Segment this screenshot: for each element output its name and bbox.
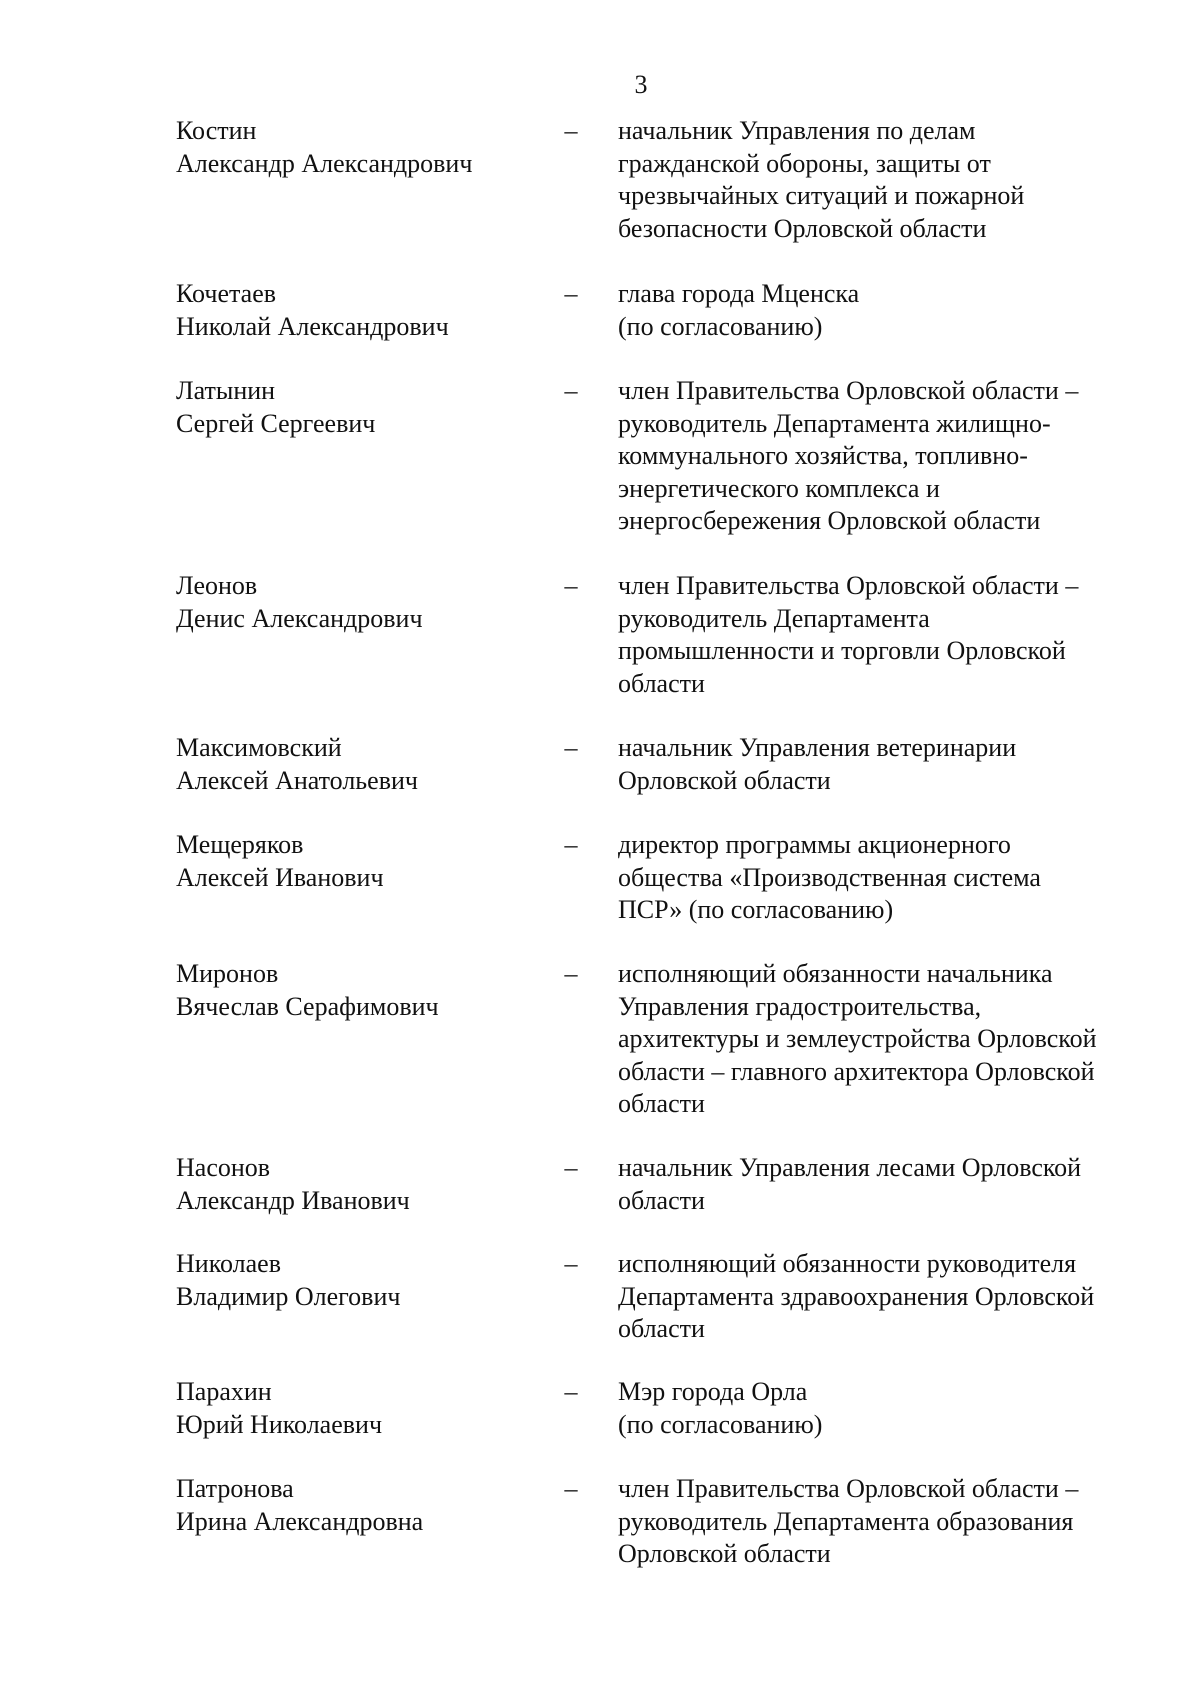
member-position [618, 115, 1178, 245]
member-name [176, 958, 556, 1023]
member-surname: Насонов [176, 1153, 271, 1182]
dash-separator: – [564, 1377, 578, 1406]
position-line: области [618, 1314, 705, 1343]
member-surname: Парахин [176, 1377, 272, 1406]
dash-separator: – [564, 1153, 578, 1182]
position-line: общества «Производственная система [618, 862, 1041, 892]
member-position [618, 829, 1178, 927]
member-given-names: Вячеслав Серафимович [176, 991, 439, 1021]
position-line: исполняющий обязанности руководителя [618, 1249, 1077, 1278]
position-line: Орловской области [618, 765, 831, 795]
member-name [176, 1473, 556, 1538]
position-line: член Правительства Орловской области – [618, 1474, 1079, 1503]
position-line: руководитель Департамента жилищно- [618, 408, 1051, 438]
member-name [176, 1376, 556, 1441]
member-given-names: Юрий Николаевич [176, 1409, 383, 1439]
member-name [176, 278, 556, 343]
position-line: ПСР» (по согласованию) [618, 895, 894, 924]
member-given-names: Александр Иванович [176, 1185, 410, 1215]
position-line: Управления градостроительства, [618, 991, 982, 1021]
position-line: области [618, 1185, 705, 1215]
position-line: промышленности и торговли Орловской [618, 636, 1066, 665]
member-name [176, 829, 556, 894]
position-line: Орловской области [618, 1539, 831, 1568]
dash-separator: – [564, 1249, 578, 1278]
member-given-names: Ирина Александровна [176, 1506, 424, 1536]
position-line: глава города Мценска [618, 279, 860, 308]
member-name [176, 375, 556, 440]
position-line: (по согласованию) [618, 311, 823, 341]
member-position [618, 278, 1178, 343]
member-position [618, 1152, 1178, 1217]
position-line: (по согласованию) [618, 1409, 823, 1439]
member-name [176, 732, 556, 797]
position-line: начальник Управления лесами Орловской [618, 1153, 1082, 1182]
position-line: области [618, 668, 705, 698]
member-surname: Костин [176, 116, 257, 145]
member-given-names: Николай Александрович [176, 311, 449, 341]
position-line: области [618, 1089, 705, 1118]
member-given-names: Владимир Олегович [176, 1281, 401, 1311]
dash-separator: – [564, 571, 578, 600]
position-line: энергосбережения Орловской области [618, 506, 1041, 535]
dash-separator: – [564, 279, 578, 308]
member-position [618, 570, 1178, 700]
member-name [176, 115, 556, 180]
member-surname: Кочетаев [176, 279, 277, 308]
position-line: член Правительства Орловской области – [618, 376, 1079, 405]
position-line: области – главного архитектора Орловской [618, 1056, 1095, 1086]
position-line: энергетического комплекса и [618, 473, 940, 503]
position-line: безопасности Орловской области [618, 213, 987, 243]
member-surname: Патронова [176, 1474, 294, 1503]
member-given-names: Сергей Сергеевич [176, 408, 376, 438]
member-name [176, 1248, 556, 1313]
dash-separator: – [564, 1474, 578, 1503]
member-position [618, 1248, 1178, 1346]
dash-separator: – [564, 116, 578, 145]
position-line: гражданской обороны, защиты от [618, 148, 991, 178]
member-surname: Леонов [176, 571, 258, 600]
position-line: чрезвычайных ситуаций и пожарной [618, 181, 1025, 210]
member-surname: Николаев [176, 1249, 281, 1278]
position-line: руководитель Департамента [618, 603, 930, 633]
position-line: Мэр города Орла [618, 1377, 808, 1406]
member-given-names: Александр Александрович [176, 148, 473, 178]
member-position [618, 958, 1178, 1121]
member-surname: Мещеряков [176, 830, 304, 859]
position-line: руководитель Департамента образования [618, 1506, 1074, 1536]
position-line: директор программы акционерного [618, 830, 1011, 859]
member-given-names: Денис Александрович [176, 603, 423, 633]
dash-separator: – [564, 733, 578, 762]
position-line: коммунального хозяйства, топливно- [618, 441, 1028, 470]
member-name [176, 1152, 556, 1217]
member-position [618, 1473, 1178, 1571]
dash-separator: – [564, 830, 578, 859]
member-position [618, 732, 1178, 797]
position-line: Департамента здравоохранения Орловской [618, 1281, 1095, 1311]
page-number: 3 [634, 70, 648, 99]
dash-separator: – [564, 959, 578, 988]
member-surname: Миронов [176, 959, 279, 988]
member-surname: Латынин [176, 376, 276, 405]
member-position [618, 375, 1178, 538]
position-line: начальник Управления по делам [618, 116, 976, 145]
member-name [176, 570, 556, 635]
position-line: член Правительства Орловской области – [618, 571, 1079, 600]
member-position [618, 1376, 1178, 1441]
position-line: архитектуры и землеустройства Орловской [618, 1024, 1097, 1053]
member-given-names: Алексей Анатольевич [176, 765, 418, 795]
position-line: начальник Управления ветеринарии [618, 733, 1017, 762]
position-line: исполняющий обязанности начальника [618, 959, 1053, 988]
member-given-names: Алексей Иванович [176, 862, 384, 892]
dash-separator: – [564, 376, 578, 405]
member-surname: Максимовский [176, 733, 342, 762]
